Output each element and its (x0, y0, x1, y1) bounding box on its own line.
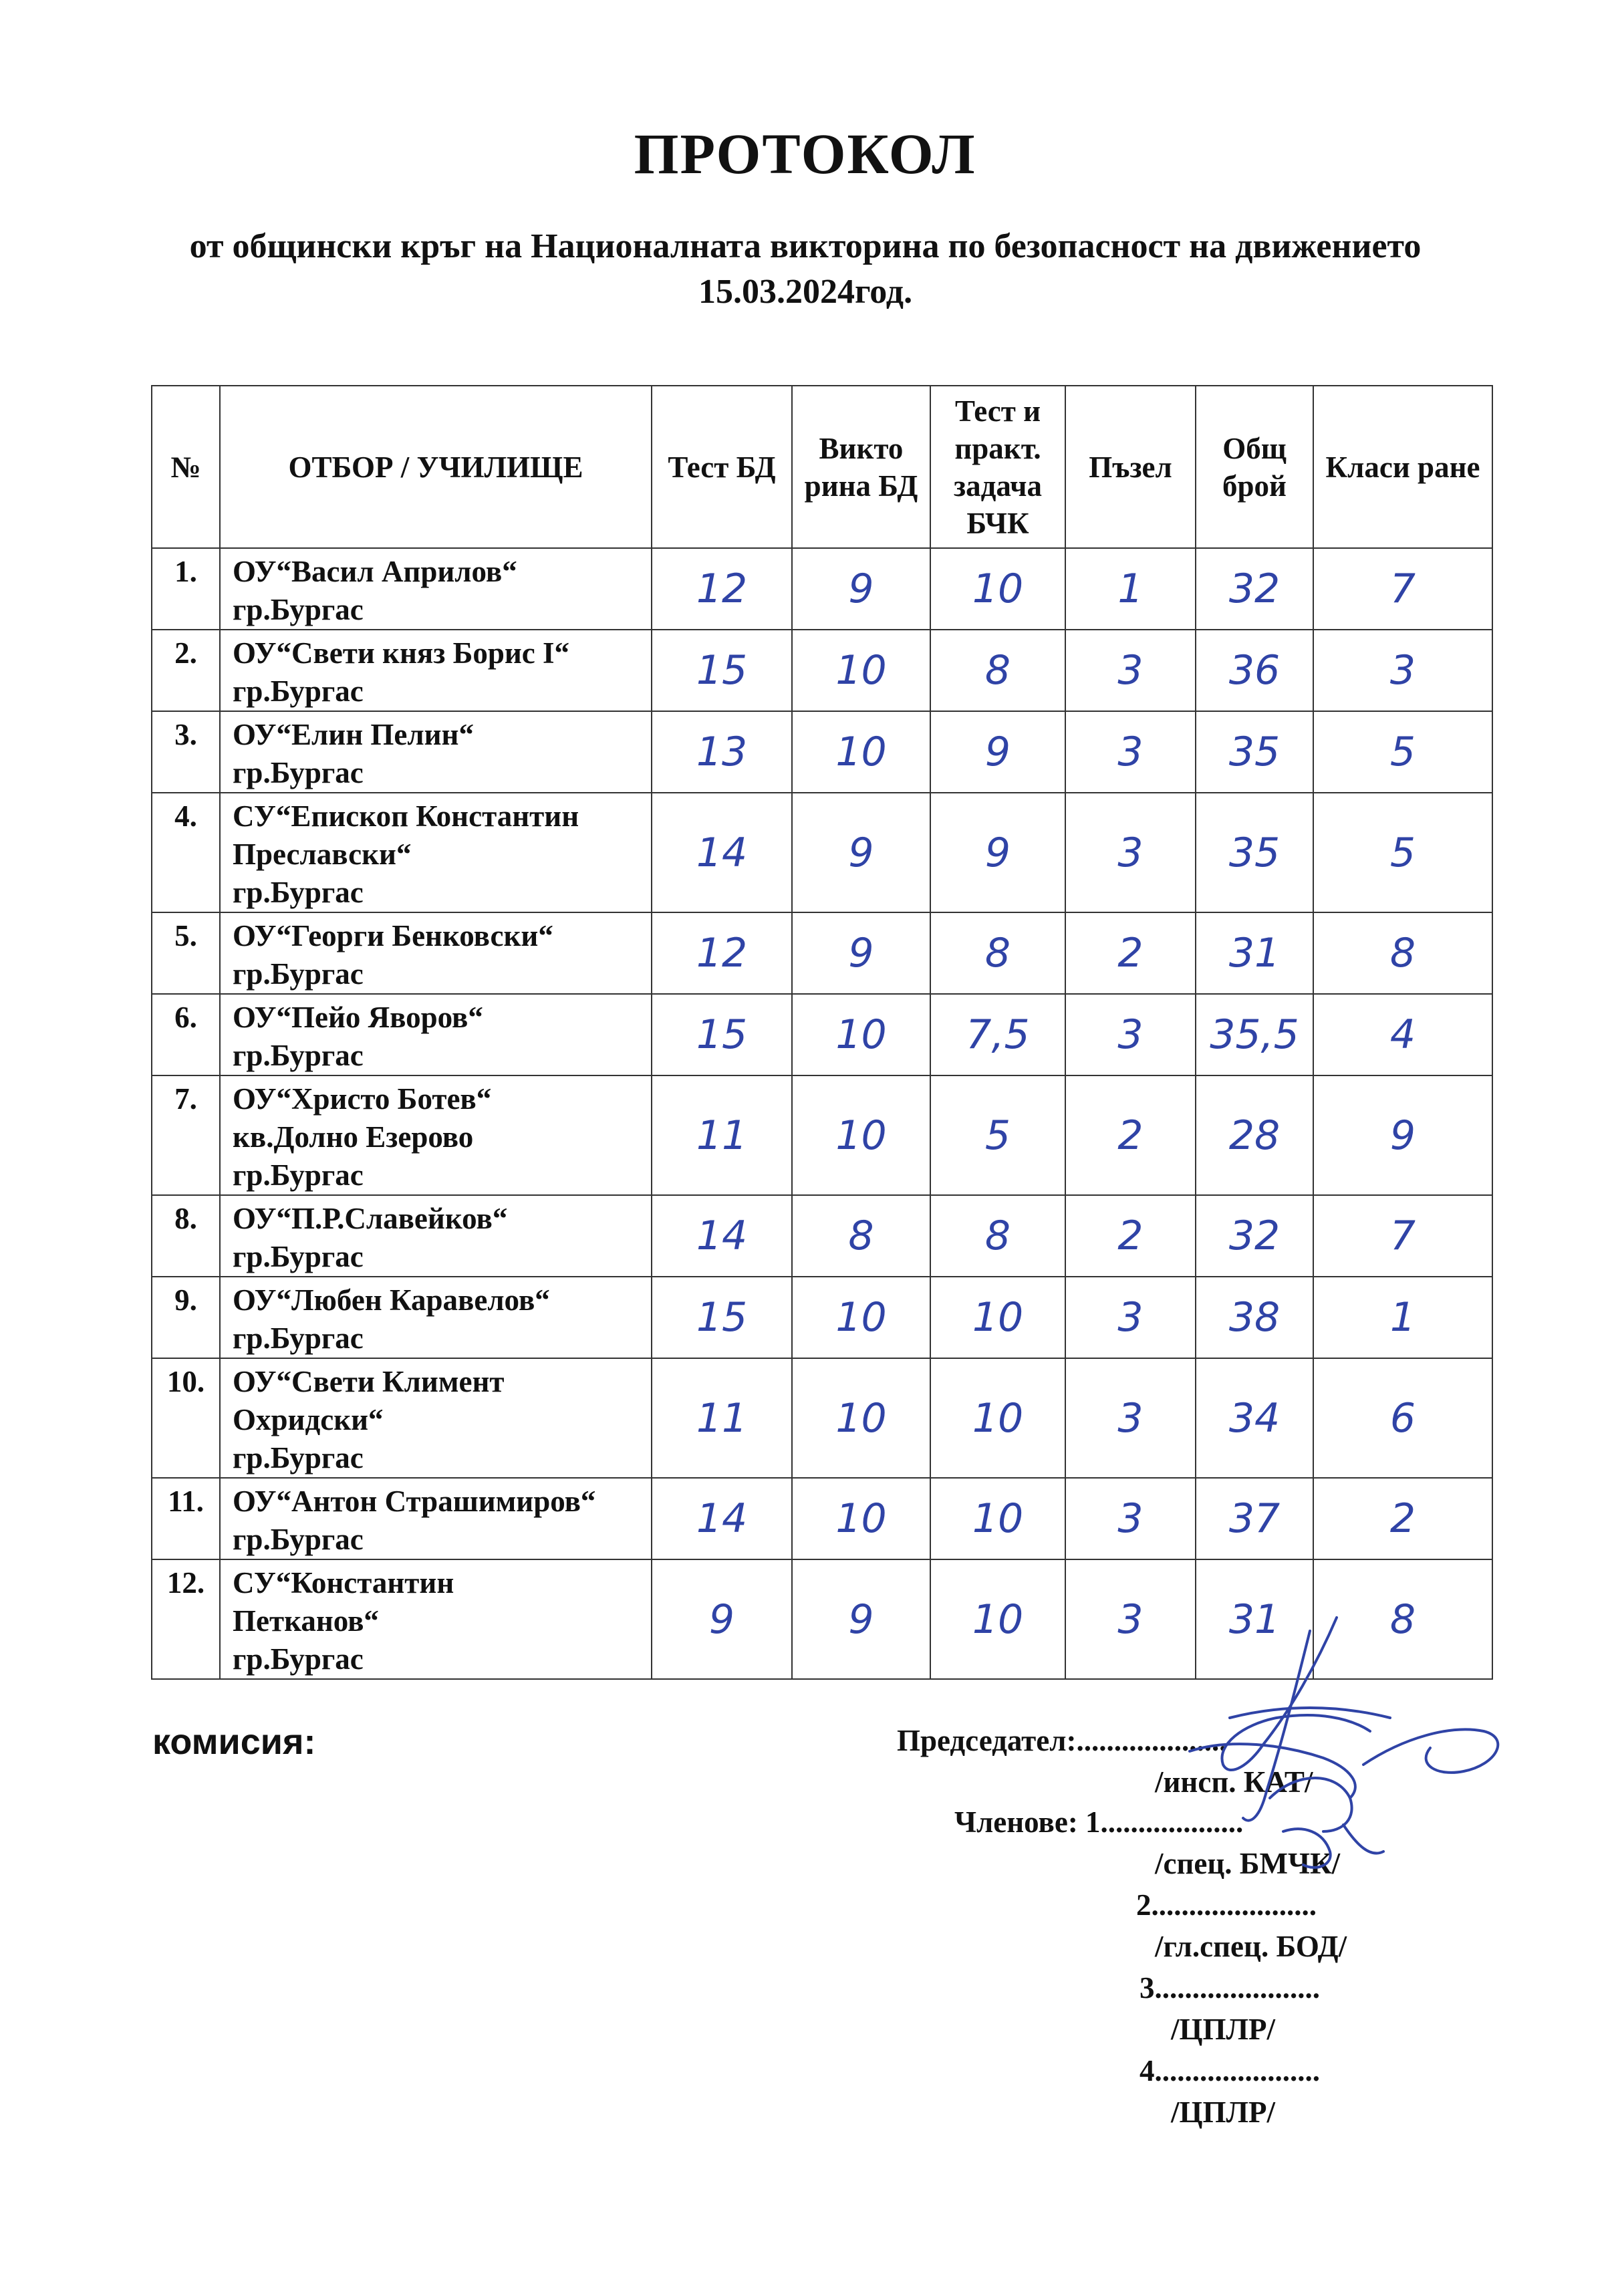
quiz-bd-score: 10 (792, 994, 930, 1075)
test-bd-score: 13 (652, 711, 792, 793)
school-name-line: ОУ“Елин Пелин“ (233, 718, 474, 751)
school-name-line: гр.Бургас (233, 1158, 364, 1192)
ranking: 8 (1313, 1559, 1492, 1679)
school-name-line: кв.Долно Езерово (233, 1120, 474, 1154)
row-number: 3. (152, 711, 220, 793)
quiz-bd-score: 10 (792, 1075, 930, 1195)
test-bd-score: 15 (652, 630, 792, 711)
quiz-bd-score: 9 (792, 548, 930, 630)
bchk-score: 7,5 (930, 994, 1065, 1075)
bchk-score: 10 (930, 548, 1065, 630)
school-name-line: ОУ“Свети Климент (233, 1365, 505, 1398)
table-row (152, 1478, 1492, 1559)
school-name-line: гр.Бургас (233, 593, 364, 626)
quiz-bd-score: 9 (792, 793, 930, 912)
quiz-bd-score: 10 (792, 1277, 930, 1358)
test-bd-score: 14 (652, 793, 792, 912)
quiz-bd-score: 9 (792, 1559, 930, 1679)
puzzle-score: 1 (1065, 548, 1196, 630)
ranking: 5 (1313, 711, 1492, 793)
row-number: 2. (152, 630, 220, 711)
ranking: 1 (1313, 1277, 1492, 1358)
total-score: 31 (1196, 1559, 1313, 1679)
bchk-score: 10 (930, 1478, 1065, 1559)
table-row (152, 793, 1492, 912)
test-bd-score: 15 (652, 1277, 792, 1358)
member2-role: /гл.спец. БОД/ (1155, 1930, 1347, 1963)
test-bd-score: 12 (652, 912, 792, 994)
quiz-bd-score: 9 (792, 912, 930, 994)
bchk-score: 8 (930, 912, 1065, 994)
school-name-line: ОУ“П.Р.Славейков“ (233, 1202, 508, 1235)
puzzle-score: 3 (1065, 711, 1196, 793)
document-subtitle: от общински кръг на Националната викторина по безопасност на движението 15.03.2024год. (189, 227, 1422, 311)
puzzle-score: 2 (1065, 1195, 1196, 1277)
ranking: 7 (1313, 548, 1492, 630)
puzzle-score: 3 (1065, 1478, 1196, 1559)
ranking: 9 (1313, 1075, 1492, 1195)
row-number: 12. (152, 1559, 220, 1679)
school-name-line: СУ“Константин (233, 1566, 454, 1600)
quiz-bd-score: 10 (792, 1478, 930, 1559)
school-name-line: СУ“Епископ Константин (233, 799, 579, 833)
bchk-score: 8 (930, 630, 1065, 711)
total-score: 32 (1196, 548, 1313, 630)
school-name (220, 711, 652, 793)
member1-role: /спец. БМЧК/ (1155, 1847, 1341, 1880)
school-name-line: Преславски“ (233, 838, 412, 871)
bchk-score: 9 (930, 711, 1065, 793)
quiz-bd-score: 8 (792, 1195, 930, 1277)
school-name (220, 630, 652, 711)
row-number: 9. (152, 1277, 220, 1358)
puzzle-score: 3 (1065, 630, 1196, 711)
school-name-line: ОУ“Христо Ботев“ (233, 1082, 492, 1116)
total-score: 38 (1196, 1277, 1313, 1358)
table-row (152, 1075, 1492, 1195)
test-bd-score: 15 (652, 994, 792, 1075)
puzzle-score: 3 (1065, 1277, 1196, 1358)
school-name (220, 1358, 652, 1478)
school-name-line: ОУ“Любен Каравелов“ (233, 1283, 550, 1317)
header-cell: Класи ране (1313, 386, 1492, 548)
ranking: 7 (1313, 1195, 1492, 1277)
bchk-score: 8 (930, 1195, 1065, 1277)
ranking: 2 (1313, 1478, 1492, 1559)
test-bd-score: 11 (652, 1358, 792, 1478)
test-bd-score: 14 (652, 1478, 792, 1559)
quiz-bd-score: 10 (792, 630, 930, 711)
ranking: 5 (1313, 793, 1492, 912)
member4-role: /ЦПЛР/ (1171, 2095, 1276, 2129)
member2-line: 2...................... (1136, 1888, 1317, 1922)
ranking: 4 (1313, 994, 1492, 1075)
school-name-line: гр.Бургас (233, 756, 364, 789)
school-name-line: гр.Бургас (233, 957, 364, 991)
handwritten-signature (1150, 1604, 1524, 1965)
header-cell: № (152, 386, 220, 548)
results-table (151, 385, 1493, 1680)
school-name-line: гр.Бургас (233, 674, 364, 708)
table-row (152, 711, 1492, 793)
school-name-line: гр.Бургас (233, 1642, 364, 1676)
test-bd-score: 11 (652, 1075, 792, 1195)
member3-line: 3...................... (1139, 1971, 1320, 2005)
test-bd-score: 9 (652, 1559, 792, 1679)
school-name (220, 793, 652, 912)
school-name-line: ОУ“Георги Бенковски“ (233, 919, 553, 952)
test-bd-score: 14 (652, 1195, 792, 1277)
school-name (220, 994, 652, 1075)
test-bd-score: 12 (652, 548, 792, 630)
member4-line: 4...................... (1139, 2054, 1320, 2087)
bchk-score: 10 (930, 1358, 1065, 1478)
bchk-score: 10 (930, 1277, 1065, 1358)
total-score: 35,5 (1196, 994, 1313, 1075)
school-name-line: гр.Бургас (233, 1441, 364, 1475)
bchk-score: 10 (930, 1559, 1065, 1679)
puzzle-score: 3 (1065, 994, 1196, 1075)
ranking: 6 (1313, 1358, 1492, 1478)
school-name-line: ОУ“Свети княз Борис I“ (233, 636, 570, 670)
chair-line: Председател:.................... (897, 1724, 1227, 1757)
header-cell: ОТБОР / УЧИЛИЩЕ (220, 386, 652, 548)
ranking: 3 (1313, 630, 1492, 711)
school-name (220, 1195, 652, 1277)
table-row (152, 548, 1492, 630)
table-row (152, 1277, 1492, 1358)
school-name-line: Охридски“ (233, 1403, 384, 1436)
puzzle-score: 3 (1065, 1358, 1196, 1478)
total-score: 35 (1196, 711, 1313, 793)
header-cell: Тест и практ. задача БЧК (930, 386, 1065, 548)
school-name (220, 912, 652, 994)
commission-label: комисия: (152, 1722, 316, 1762)
header-cell: Общ брой (1196, 386, 1313, 548)
school-name-line: гр.Бургас (233, 876, 364, 909)
total-score: 34 (1196, 1358, 1313, 1478)
total-score: 35 (1196, 793, 1313, 912)
header-cell: Викто рина БД (792, 386, 930, 548)
row-number: 5. (152, 912, 220, 994)
row-number: 7. (152, 1075, 220, 1195)
row-number: 4. (152, 793, 220, 912)
table-row (152, 1195, 1492, 1277)
school-name-line: ОУ“Пейо Яворов“ (233, 1001, 483, 1034)
school-name-line: гр.Бургас (233, 1039, 364, 1072)
school-name (220, 548, 652, 630)
header-cell: Тест БД (652, 386, 792, 548)
puzzle-score: 2 (1065, 1075, 1196, 1195)
school-name (220, 1559, 652, 1679)
header-cell: Пъзел (1065, 386, 1196, 548)
table-row (152, 912, 1492, 994)
row-number: 6. (152, 994, 220, 1075)
total-score: 28 (1196, 1075, 1313, 1195)
school-name-line: ОУ“Антон Страшимиров“ (233, 1485, 596, 1518)
puzzle-score: 2 (1065, 912, 1196, 994)
bchk-score: 9 (930, 793, 1065, 912)
ranking: 8 (1313, 912, 1492, 994)
table-row (152, 994, 1492, 1075)
table-row (152, 1358, 1492, 1478)
school-name (220, 1478, 652, 1559)
puzzle-score: 3 (1065, 1559, 1196, 1679)
school-name (220, 1277, 652, 1358)
school-name-line: гр.Бургас (233, 1240, 364, 1273)
school-name-line: ОУ“Васил Априлов“ (233, 555, 517, 588)
school-name (220, 1075, 652, 1195)
bchk-score: 5 (930, 1075, 1065, 1195)
puzzle-score: 3 (1065, 793, 1196, 912)
quiz-bd-score: 10 (792, 1358, 930, 1478)
total-score: 36 (1196, 630, 1313, 711)
quiz-bd-score: 10 (792, 711, 930, 793)
total-score: 37 (1196, 1478, 1313, 1559)
row-number: 1. (152, 548, 220, 630)
total-score: 32 (1196, 1195, 1313, 1277)
total-score: 31 (1196, 912, 1313, 994)
header-row (152, 386, 1492, 548)
row-number: 10. (152, 1358, 220, 1478)
row-number: 11. (152, 1478, 220, 1559)
table-row (152, 630, 1492, 711)
row-number: 8. (152, 1195, 220, 1277)
member3-role: /ЦПЛР/ (1171, 2013, 1276, 2046)
member1-line: Членове: 1................... (954, 1805, 1244, 1839)
document-title: ПРОТОКОЛ (634, 122, 976, 186)
chair-role: /инсп. КАТ/ (1155, 1765, 1313, 1799)
school-name-line: Петканов“ (233, 1604, 379, 1638)
school-name-line: гр.Бургас (233, 1321, 364, 1355)
school-name-line: гр.Бургас (233, 1523, 364, 1556)
